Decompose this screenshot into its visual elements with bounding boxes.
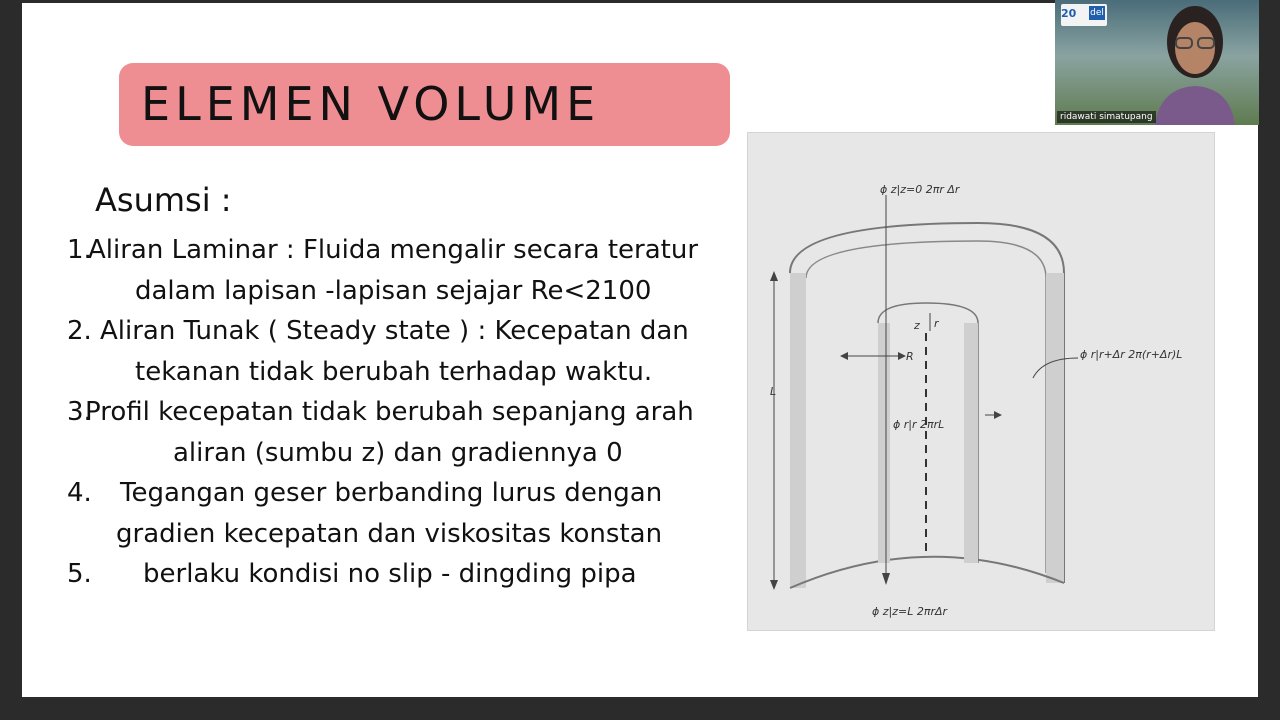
top-label: ϕ z|z=0 2πr Δr [880, 183, 960, 196]
pipe-sketch [748, 133, 1214, 630]
arrow-up [770, 271, 778, 281]
outer-bottom-curve [790, 557, 1064, 588]
length-label: L [770, 385, 777, 398]
list-text: berlaku kondisi no slip - dingding pipa [143, 559, 637, 589]
outer-wall-right [1046, 273, 1064, 583]
list-item [22, 474, 782, 555]
inner-tube-left [878, 323, 890, 563]
list-text: Tegangan geser berbanding lurus dengan [120, 478, 663, 508]
institution-logo: 20 del [1061, 4, 1107, 26]
list-text: Aliran Tunak ( Steady state ) : Kecepatan dan [100, 316, 689, 346]
arrow-right [898, 352, 906, 360]
participant-video[interactable] [1055, 0, 1259, 125]
list-text: Profil kecepatan tidak berubah sepanjang arah [85, 397, 694, 427]
right-label: ϕ r|r+Δr 2π(r+Δr)L [1080, 348, 1183, 361]
assumptions-list [22, 231, 782, 636]
list-text: aliran (sumbu z) dan gradiennya 0 [173, 438, 623, 468]
arrow-right [994, 411, 1002, 419]
list-item [22, 393, 782, 474]
list-text: dalam lapisan -lapisan sejajar Re<2100 [135, 276, 652, 306]
bottom-label: ϕ z|z=L 2πrΔr [872, 605, 948, 618]
arrow-down [770, 580, 778, 590]
arrow-left [840, 352, 848, 360]
inner-tube-outline [878, 303, 978, 563]
list-item [22, 231, 782, 312]
title-banner [119, 63, 730, 146]
arrow-head [882, 573, 890, 585]
participant-name: ridawati simatupang [1057, 111, 1156, 123]
list-text: tekanan tidak berubah terhadap waktu. [135, 357, 653, 387]
list-number: 3. [67, 397, 92, 427]
participant-silhouette [1150, 0, 1240, 125]
pipe-element-drawing [747, 132, 1215, 631]
list-item [22, 312, 782, 393]
radius-label: R [906, 350, 914, 363]
list-item [22, 555, 782, 636]
slide-title: ELEMEN VOLUME [141, 77, 601, 131]
z-label: z [914, 319, 920, 332]
list-number: 1. [67, 235, 92, 265]
inner-tube-right [964, 323, 978, 563]
assumptions-heading: Asumsi : [95, 181, 232, 219]
list-number: 2. [67, 316, 92, 346]
list-number: 4. [67, 478, 92, 508]
r-label: r [934, 317, 939, 330]
middle-label: ϕ r|r 2πrL [893, 418, 945, 431]
outer-wall-left [790, 273, 806, 588]
list-text: Aliran Laminar : Fluida mengalir secara teratur [88, 235, 699, 265]
list-text: gradien kecepatan dan viskositas konstan [116, 519, 663, 549]
list-number: 5. [67, 559, 92, 589]
